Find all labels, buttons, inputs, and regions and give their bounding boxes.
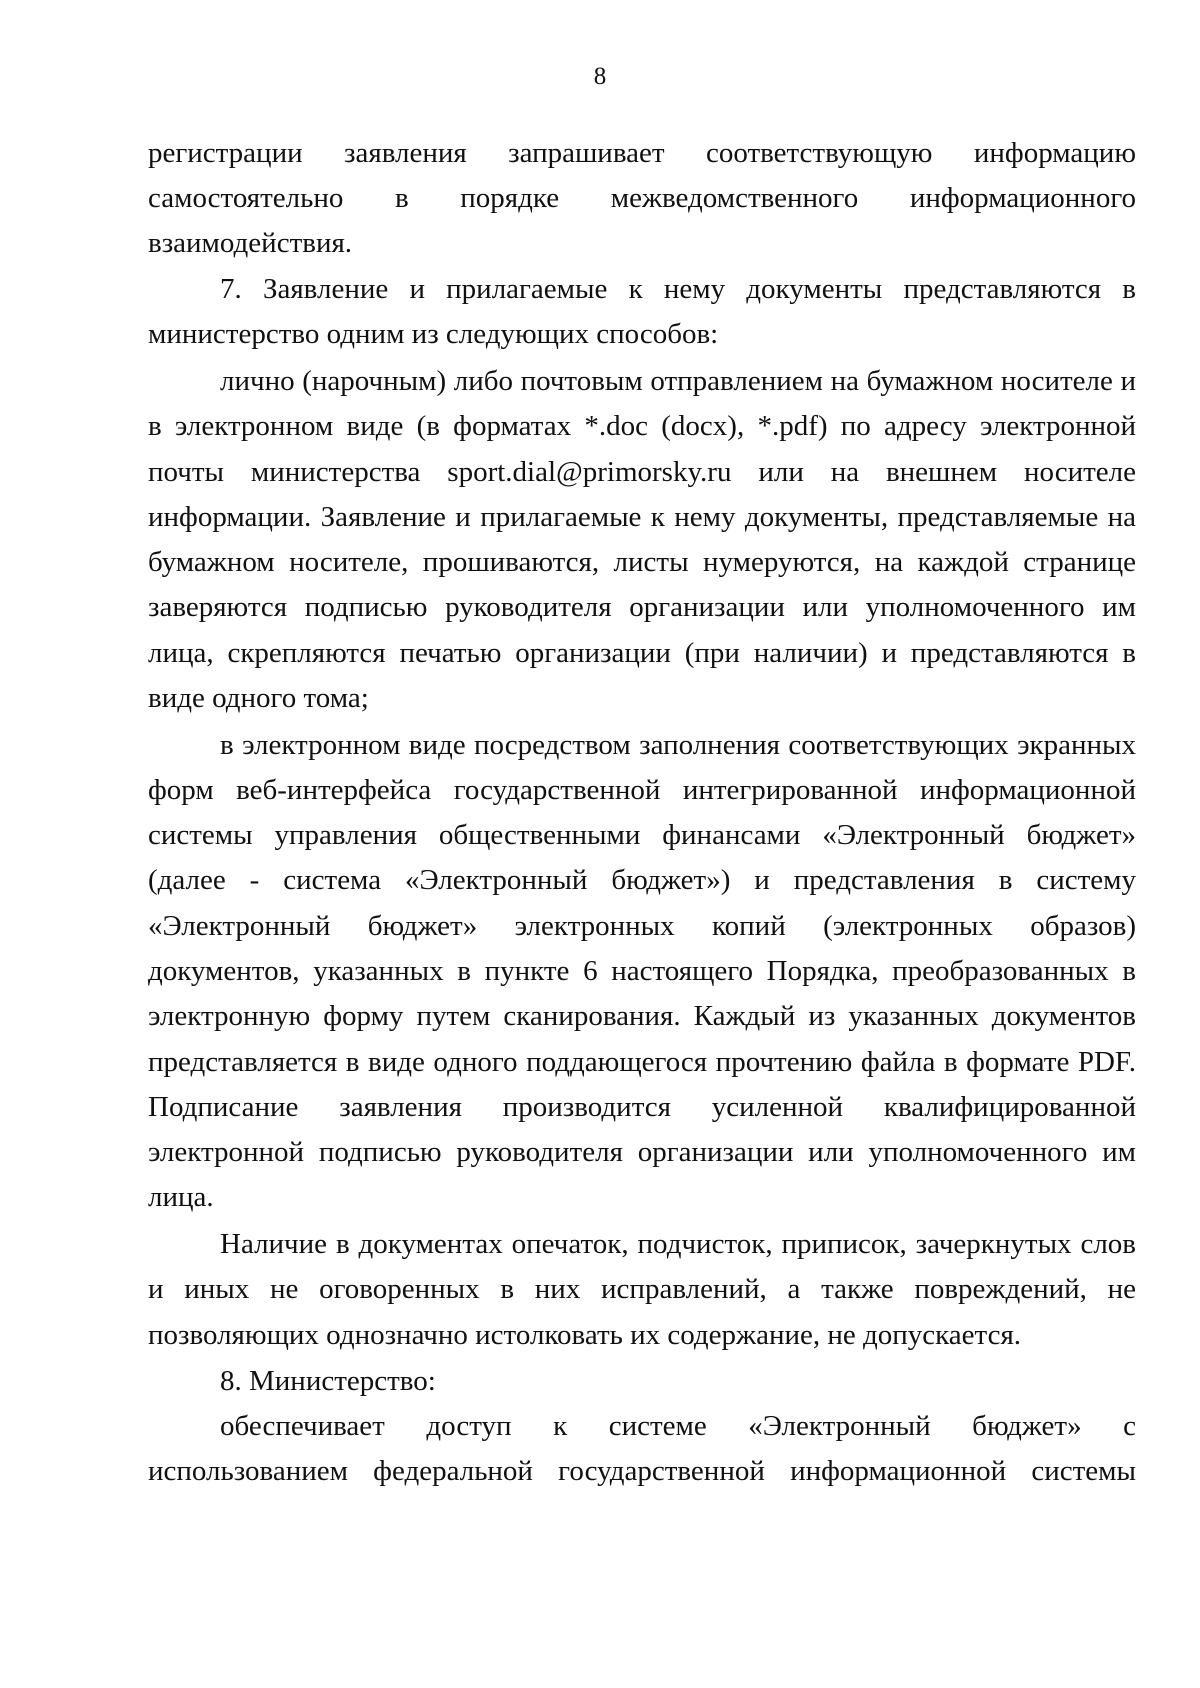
text-line: в электронном виде (в форматах *.doc (docx), *.pdf) по адресу электронной (148, 410, 1136, 442)
text-line: «Электронный бюджет» электронных копий (электронных образов) (148, 910, 1136, 942)
text-line: информации. Заявление и прилагаемые к нему документы, представляемые на (148, 501, 1136, 533)
text-line: в электронном виде посредством заполнения соответствующих экранных (220, 729, 1136, 761)
text-line: заверяются подписью руководителя организации или уполномоченного им (148, 591, 1136, 623)
text-line: регистрации заявления запрашивает соответствующую информацию (148, 137, 1136, 169)
text-line: представляется в виде одного поддающегося прочтению файла в формате PDF. (148, 1046, 1136, 1078)
text-line: почты министерства sport.dial@primorsky.ru или на внешнем носителе (148, 456, 1136, 488)
paragraph-7-first-line: 7. Заявление и прилагаемые к нему документы представляются в (220, 273, 1136, 305)
text-line: бумажном носителе, прошиваются, листы нумеруются, на каждой странице (148, 546, 1136, 578)
text-line: Наличие в документах опечаток, подчисток, приписок, зачеркнутых слов (220, 1228, 1136, 1260)
text-line: лица. (148, 1181, 214, 1213)
text-line: обеспечивает доступ к системе «Электронный бюджет» с (220, 1410, 1136, 1442)
text-line: (далее - система «Электронный бюджет») и представления в систему (148, 864, 1136, 896)
text-line: взаимодействия. (148, 227, 353, 259)
text-line: позволяющих однозначно истолковать их содержание, не допускается. (148, 1319, 1022, 1351)
text-line: министерство одним из следующих способов: (148, 318, 719, 350)
text-line: форм веб-интерфейса государственной интегрированной информационной (148, 774, 1136, 806)
text-line: электронную форму путем сканирования. Каждый из указанных документов (148, 1000, 1136, 1032)
text-line: лица, скрепляются печатью организации (при наличии) и представляются в (148, 637, 1136, 669)
text-line: самостоятельно в порядке межведомственного информационного (148, 182, 1136, 214)
text-line: виде одного тома; (148, 682, 369, 714)
text-line: документов, указанных в пункте 6 настоящего Порядка, преобразованных в (148, 955, 1136, 987)
text-line: электронной подписью руководителя организации или уполномоченного им (148, 1136, 1136, 1168)
text-line: и иных не оговоренных в них исправлений, а также повреждений, не (148, 1273, 1136, 1305)
paragraph-8-heading: 8. Министерство: (220, 1365, 436, 1397)
text-line: лично (нарочным) либо почтовым отправлением на бумажном носителе и (220, 365, 1136, 397)
page-number: 8 (593, 63, 607, 90)
text-line: использованием федеральной государственной информационной системы (148, 1455, 1136, 1487)
text-line: системы управления общественными финансами «Электронный бюджет» (148, 819, 1136, 851)
text-line: Подписание заявления производится усиленной квалифицированной (148, 1091, 1136, 1123)
